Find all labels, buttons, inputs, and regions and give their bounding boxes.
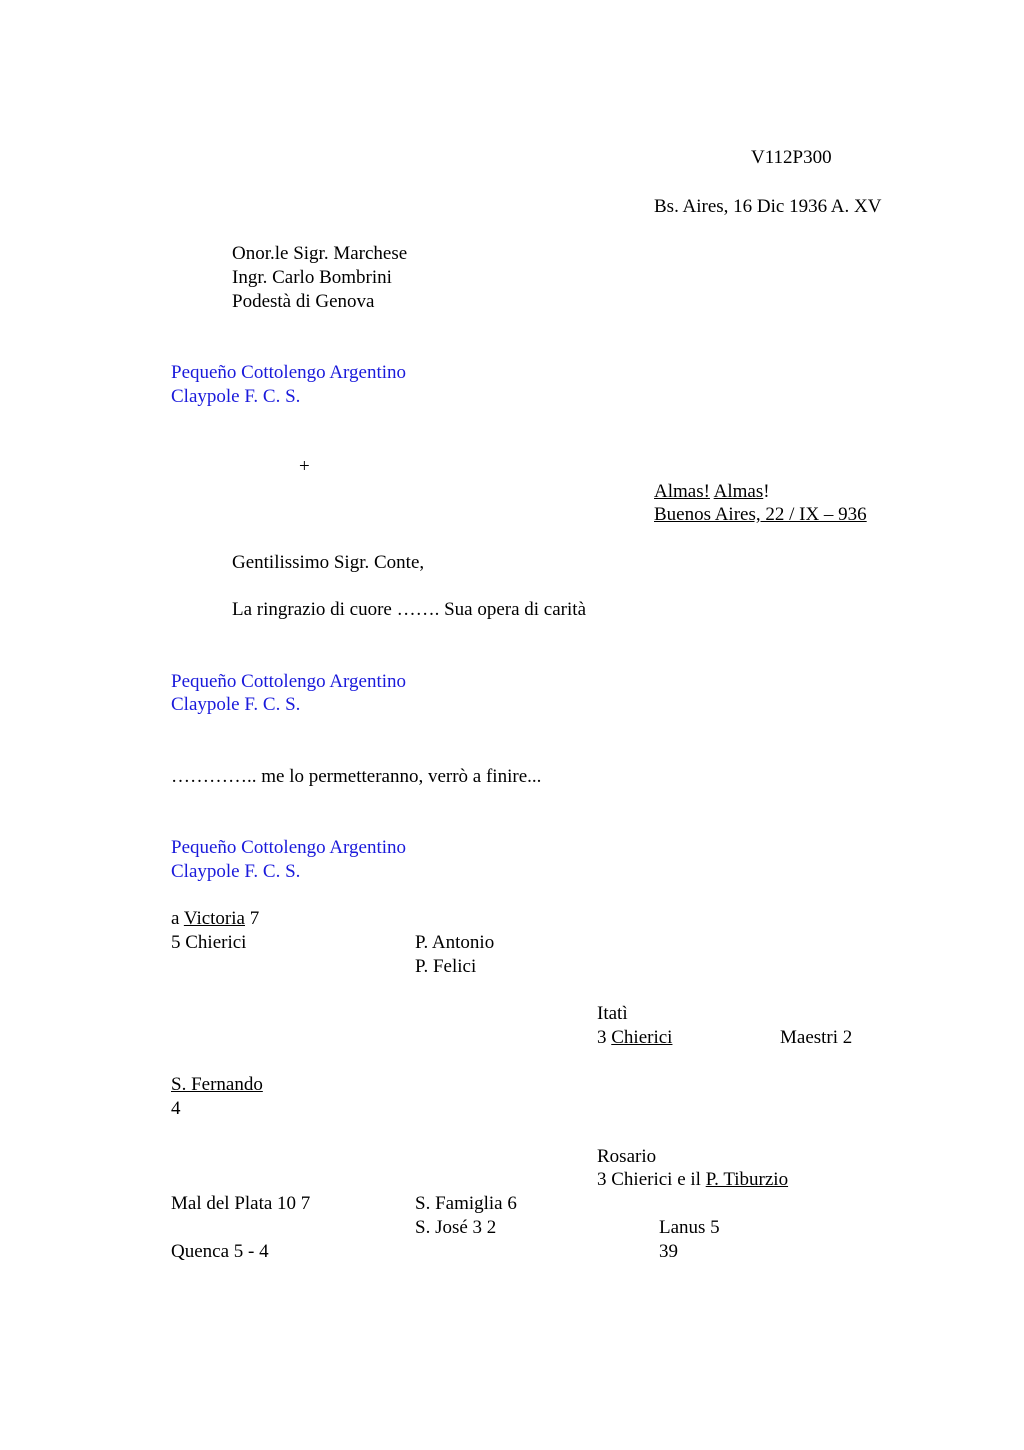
- list-itati-number: 3: [597, 1027, 607, 1048]
- list-s-jose: S. José 3 2: [415, 1217, 497, 1238]
- recipient-line-3: Podestà di Genova: [232, 291, 375, 312]
- letterhead-place: Claypole F. C. S.: [171, 386, 301, 407]
- list-total: 39: [659, 1241, 678, 1262]
- list-mal-del-plata: Mal del Plata 10 7: [171, 1193, 311, 1214]
- letterhead-name: Pequeño Cottolengo Argentino: [171, 837, 407, 858]
- list-maestri: Maestri 2: [780, 1027, 853, 1048]
- letterhead-place: Claypole F. C. S.: [171, 694, 301, 715]
- motto-almas-2: Almas: [713, 481, 764, 502]
- document-code: V112P300: [751, 147, 832, 168]
- motto-almas: [654, 480, 770, 504]
- list-lanus: Lanus 5: [659, 1217, 720, 1238]
- list-s-famiglia: S. Famiglia 6: [415, 1193, 517, 1214]
- motto-almas-1: Almas!: [654, 481, 710, 502]
- list-a-prefix: a: [171, 908, 180, 929]
- motto-date: Buenos Aires, 22 / IX – 936: [654, 504, 867, 525]
- list-rosario: Rosario: [597, 1146, 657, 1167]
- letterhead-place: Claypole F. C. S.: [171, 861, 301, 882]
- body-line: La ringrazio di cuore ……. Sua opera di carità: [232, 599, 586, 620]
- list-itati-chierici: [597, 1026, 672, 1050]
- list-p-felici: P. Felici: [415, 956, 477, 977]
- list-s-fernando-number: 4: [171, 1098, 181, 1119]
- list-chierici-5: 5 Chierici: [171, 932, 247, 953]
- continuation-line: ………….. me lo permetteranno, verrò a finire...: [171, 766, 542, 787]
- list-victoria: [171, 907, 259, 931]
- cross-symbol: +: [299, 456, 310, 477]
- list-s-fernando: S. Fernando: [171, 1074, 263, 1095]
- list-quenca: Quenca 5 - 4: [171, 1241, 269, 1262]
- list-rosario-chierici: 3 Chierici e il: [597, 1169, 701, 1190]
- motto-exclamation: !: [763, 481, 770, 502]
- list-itati: Itatì: [597, 1003, 628, 1024]
- list-p-tiburzio: P. Tiburzio: [705, 1169, 789, 1190]
- recipient-line-1: Onor.le Sigr. Marchese: [232, 243, 408, 264]
- list-itati-chierici-label: Chierici: [611, 1027, 673, 1048]
- salutation: Gentilissimo Sigr. Conte,: [232, 552, 425, 573]
- list-victoria-number: 7: [249, 908, 260, 929]
- list-victoria-label: Victoria: [183, 908, 245, 929]
- list-p-antonio: P. Antonio: [415, 932, 495, 953]
- recipient-line-2: Ingr. Carlo Bombrini: [232, 267, 392, 288]
- letterhead-name: Pequeño Cottolengo Argentino: [171, 362, 407, 383]
- letterhead-name: Pequeño Cottolengo Argentino: [171, 671, 407, 692]
- list-rosario-line: [597, 1168, 788, 1192]
- date-line: Bs. Aires, 16 Dic 1936 A. XV: [654, 196, 882, 217]
